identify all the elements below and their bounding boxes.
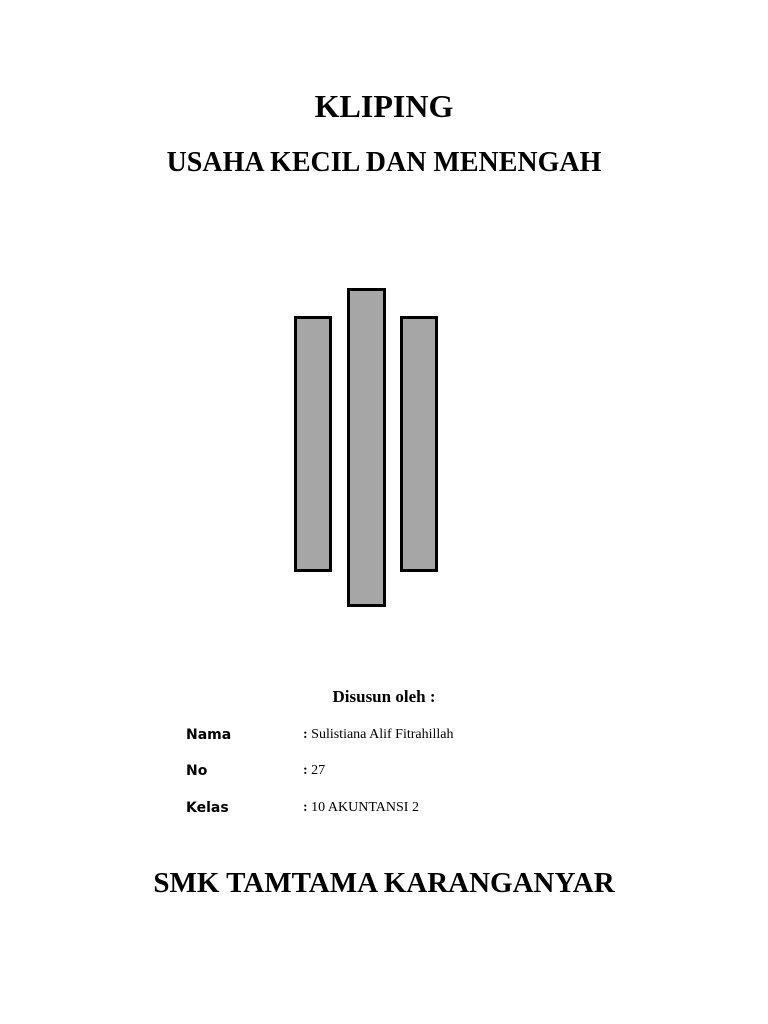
info-value-text: Sulistiana Alif Fitrahillah [311, 727, 454, 742]
info-label: Kelas [186, 800, 229, 816]
info-colon: : [303, 763, 308, 778]
info-row-name [186, 723, 606, 747]
three-bars-logo [292, 286, 442, 610]
info-value-text: 27 [311, 763, 326, 778]
info-colon: : [303, 727, 308, 742]
info-row-class [186, 796, 606, 820]
info-value [303, 723, 454, 747]
info-value [303, 796, 419, 820]
info-label: Nama [186, 727, 232, 743]
composed-by-heading: Disusun oleh : [332, 687, 436, 706]
info-row-number [186, 759, 606, 783]
info-label: No [186, 763, 208, 779]
info-value [303, 759, 325, 783]
info-value-text: 10 AKUNTANSI 2 [311, 800, 419, 815]
logo-bar-right [400, 316, 438, 572]
document-title: KLIPING [314, 88, 454, 124]
logo-bar-middle [347, 288, 386, 607]
logo-bar-left [294, 316, 332, 572]
document-subtitle: USAHA KECIL DAN MENENGAH [166, 147, 602, 178]
info-colon: : [303, 800, 308, 815]
school-name: SMK TAMTAMA KARANGANYAR [153, 867, 615, 899]
